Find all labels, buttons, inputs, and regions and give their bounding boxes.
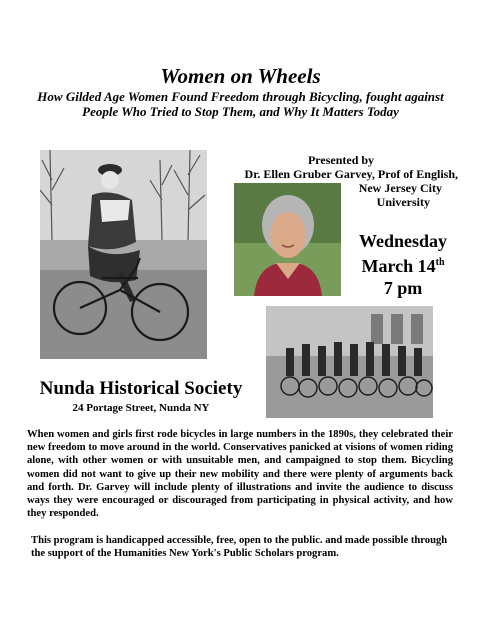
presenter-institution-line2: University xyxy=(376,195,430,209)
event-description: When women and girls first rode bicycles in large numbers in the 1890s, they celebrated their new freedom to move around in the world. Conservatives panicked at visions of women riding alone, with other women or with unsuitable men, and campaigned to stop them. Bicycling women did not want to give up their new mobility and there were plenty of arguments back and forth. Dr. Garvey will include plenty of illustrations and invite the audience to discuss ways they were encouraged or discouraged from participating in physical activity, and how they responded. xyxy=(27,429,453,520)
cyclist-photo xyxy=(40,150,207,359)
presenter-institution-line1: New Jersey City xyxy=(358,181,442,195)
event-date: March 14th xyxy=(361,256,445,276)
flyer-subtitle: How Gilded Age Women Found Freedom through Bicycling, fought against People Who Tried to Stop Them, and Why It Matters Today xyxy=(37,89,444,119)
presented-by-label: Presented by xyxy=(307,153,375,167)
presenter-name: Dr. Ellen Gruber Garvey, xyxy=(244,167,375,181)
event-day: Wednesday xyxy=(358,231,448,251)
event-datetime xyxy=(348,230,458,299)
group-cyclists-photo xyxy=(266,306,433,418)
flyer-title: Women on Wheels xyxy=(160,64,321,88)
venue-address: 24 Portage Street, Nunda NY xyxy=(72,402,210,414)
presenter-info xyxy=(226,167,458,209)
presenter-role: Prof of English, xyxy=(377,167,458,181)
accessibility-note: This program is handicapped accessible, free, open to the public. and made possible through the support of the Humanities New York's Public Scholars program. xyxy=(31,535,448,560)
venue-name: Nunda Historical Society xyxy=(39,378,243,399)
event-time: 7 pm xyxy=(383,278,423,298)
